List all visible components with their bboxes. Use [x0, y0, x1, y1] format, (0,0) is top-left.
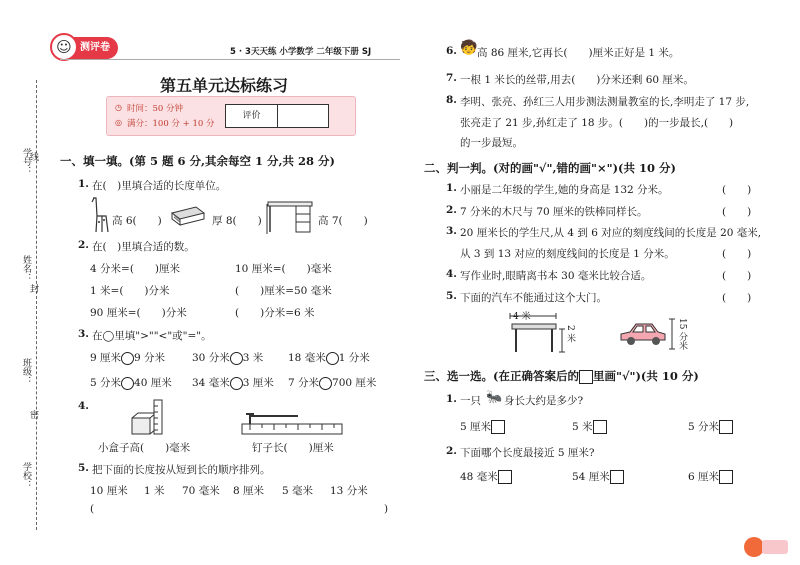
- q1-c-height[interactable]: 高 7( ): [318, 215, 368, 227]
- q2-item[interactable]: ( )分米=6 米: [235, 307, 315, 319]
- seal-line-mark: 线: [30, 153, 40, 163]
- q3-compare-item: 5 分米 40 厘米: [90, 377, 172, 389]
- section3-title: 三、选一选。(在正确答案后的 里画"√")(共 10 分): [424, 369, 699, 383]
- choice-option[interactable]: 48 毫米: [460, 469, 512, 484]
- judge-text: 小丽是二年级的学生,她的身高是 132 分米。: [460, 184, 669, 196]
- q8-line3: 的一步最短。: [460, 137, 523, 149]
- check-box[interactable]: [491, 420, 505, 434]
- judge-num: 1.: [446, 182, 457, 194]
- judge-answer[interactable]: ( ): [722, 292, 752, 304]
- q5-item: 1 米: [144, 485, 165, 497]
- class-label: 班级：: [21, 358, 31, 385]
- q2-item[interactable]: 1 米=( )分米: [90, 285, 170, 297]
- check-box[interactable]: [719, 420, 733, 434]
- q8-line1: 李明、张亮、孙红三人用步测法测量教室的长,李明走了 17 步,: [460, 96, 750, 108]
- q5-item: 13 分米: [330, 485, 368, 497]
- compare-circle[interactable]: [121, 377, 134, 390]
- q2-item[interactable]: 90 厘米=( )分米: [90, 307, 187, 319]
- q1-text: 在( )里填合适的长度单位。: [92, 180, 227, 192]
- choice-option[interactable]: 6 厘米: [688, 469, 733, 484]
- judge-num: 3.: [446, 225, 457, 237]
- gate-width-label: 4 米: [513, 312, 531, 322]
- student-number-label: 学号：: [21, 148, 31, 175]
- giraffe-icon: [86, 196, 112, 234]
- q5-text: 把下面的长度按从短到长的顺序排列。: [92, 464, 271, 476]
- q8-line2[interactable]: 张亮走了 21 步,孙红走了 18 步。( )的一步最长,( ): [460, 117, 734, 129]
- q3-num: 3.: [78, 328, 89, 340]
- child-icon: 🧒: [460, 40, 478, 56]
- choice-option[interactable]: 54 厘米: [572, 469, 624, 484]
- seal-mi-mark: 密: [30, 411, 40, 421]
- time-limit: 时间：50 分钟: [127, 104, 184, 114]
- q2-item[interactable]: 10 厘米=( )毫米: [235, 263, 332, 275]
- compare-circle[interactable]: [230, 352, 243, 365]
- q3-compare-item: 9 厘米 9 分米: [90, 352, 166, 364]
- clock-icon: ◷: [115, 103, 122, 112]
- q2-item[interactable]: ( )厘米=50 毫米: [235, 285, 332, 297]
- judge-answer[interactable]: ( ): [722, 206, 752, 218]
- ant-icon: 🐜: [486, 390, 503, 405]
- q3-text: 在◯里填">""<"或"="。: [92, 330, 212, 342]
- q5-item: 10 厘米: [90, 485, 128, 497]
- judge-text: 7 分米的木尺与 70 厘米的铁棒同样长。: [460, 206, 648, 218]
- series-label: 5 · 3天天练 小学数学 二年级下册 SJ: [230, 47, 372, 57]
- judge-answer[interactable]: ( ): [722, 184, 752, 196]
- choice-option[interactable]: 5 分米: [688, 419, 733, 434]
- judge-text: 下面的汽车不能通过这个大门。: [460, 292, 607, 304]
- q2-item[interactable]: 4 分米=( )厘米: [90, 263, 181, 275]
- q1-num: 1.: [78, 178, 89, 190]
- q2-text: 在( )里填合适的数。: [92, 241, 195, 253]
- car-height-arrow: [668, 318, 676, 350]
- book-icon: [170, 205, 206, 227]
- page-tab: [762, 540, 788, 554]
- choice-q2-text: 下面哪个长度最接近 5 厘米?: [460, 447, 595, 459]
- judge-answer[interactable]: ( ): [722, 270, 752, 282]
- section2-title: 二、判一判。(对的画"√",错的画"×")(共 10 分): [424, 161, 676, 175]
- q5-item: 8 厘米: [233, 485, 265, 497]
- choice-q1-text-a: 一只: [460, 395, 481, 407]
- section1-title: 一、填一填。(第 5 题 6 分,其余每空 1 分,共 28 分): [60, 154, 335, 168]
- q3-compare-item: 18 毫米 1 分米: [288, 352, 370, 364]
- judge-text: 写作业时,眼睛离书本 30 毫米比较合适。: [460, 270, 652, 282]
- check-box[interactable]: [719, 470, 733, 484]
- q3-compare-item: 30 分米 3 米: [192, 352, 264, 364]
- q5-answer-open[interactable]: (: [90, 503, 95, 515]
- judge-text-line2: 从 3 到 13 对应的刻度线间的长度是 1 分米。: [460, 248, 675, 260]
- q4-b-nail-length[interactable]: 钉子长( )厘米: [252, 442, 334, 454]
- q8-num: 8.: [446, 94, 457, 106]
- desk-icon: [266, 200, 314, 234]
- full-score: 满分：100 分 + 10 分: [127, 119, 215, 129]
- check-box[interactable]: [610, 470, 624, 484]
- judge-num: 2.: [446, 204, 457, 216]
- q6-text[interactable]: 高 86 厘米,它再长( )厘米正好是 1 米。: [477, 47, 680, 59]
- eval-label: 评价: [226, 105, 278, 127]
- compare-circle[interactable]: [326, 352, 339, 365]
- q1-b-thickness[interactable]: 厚 8( ): [212, 215, 262, 227]
- choice-option[interactable]: 5 厘米: [460, 419, 505, 434]
- seal-feng-mark: 封: [30, 285, 40, 295]
- q5-item: 5 毫米: [282, 485, 314, 497]
- choice-q1-text-b: 身长大约是多少?: [504, 395, 584, 407]
- score-icon: ◎: [115, 118, 122, 127]
- info-panel: [106, 96, 356, 136]
- eval-box[interactable]: [225, 104, 329, 128]
- q5-answer-close[interactable]: ): [384, 503, 389, 515]
- q3-compare-item: 34 毫米 3 厘米: [192, 377, 274, 389]
- badge-label: 测评卷: [80, 42, 110, 53]
- test-badge: [52, 37, 118, 59]
- check-box[interactable]: [593, 420, 607, 434]
- binding-line: [36, 80, 37, 530]
- q4-num: 4.: [78, 400, 89, 412]
- check-box[interactable]: [498, 470, 512, 484]
- choice-q2-num: 2.: [446, 445, 457, 457]
- page-title: 第五单元达标练习: [160, 76, 289, 95]
- compare-circle[interactable]: [121, 352, 134, 365]
- school-label: 学校：: [21, 462, 31, 489]
- gate-height-label: 2 米: [565, 325, 575, 343]
- judge-text: 20 厘米长的学生尺,从 4 到 6 对应的刻度线间的长度是 20 毫米,: [460, 227, 762, 239]
- q6-num: 6.: [446, 45, 457, 57]
- header-rule: [60, 59, 400, 60]
- compare-circle[interactable]: [230, 377, 243, 390]
- q7-text[interactable]: 一根 1 米长的丝带,用去( )分米还剩 60 厘米。: [460, 74, 694, 86]
- judge-num: 4.: [446, 268, 457, 280]
- nail-ruler-icon: [240, 410, 344, 436]
- mascot-icon: ☺: [50, 33, 78, 61]
- q3-compare-item: 7 分米 700 厘米: [288, 377, 377, 389]
- judge-answer[interactable]: ( ): [722, 248, 752, 260]
- answer-box-sample: [579, 370, 593, 384]
- q1-a-height[interactable]: 高 6( ): [112, 215, 162, 227]
- q2-num: 2.: [78, 239, 89, 251]
- car-icon: [618, 318, 668, 348]
- q5-num: 5.: [78, 462, 89, 474]
- choice-q1-num: 1.: [446, 393, 457, 405]
- box-ruler-icon: [128, 398, 166, 436]
- car-height-label: 15 分米: [677, 318, 687, 351]
- page-dot: [744, 537, 764, 557]
- name-label: 姓名：: [21, 255, 31, 282]
- choice-option[interactable]: 5 米: [572, 419, 607, 434]
- compare-circle[interactable]: [319, 377, 332, 390]
- q5-item: 70 毫米: [182, 485, 220, 497]
- judge-num: 5.: [446, 290, 457, 302]
- q4-a-box-height[interactable]: 小盒子高( )毫米: [98, 442, 191, 454]
- q7-num: 7.: [446, 72, 457, 84]
